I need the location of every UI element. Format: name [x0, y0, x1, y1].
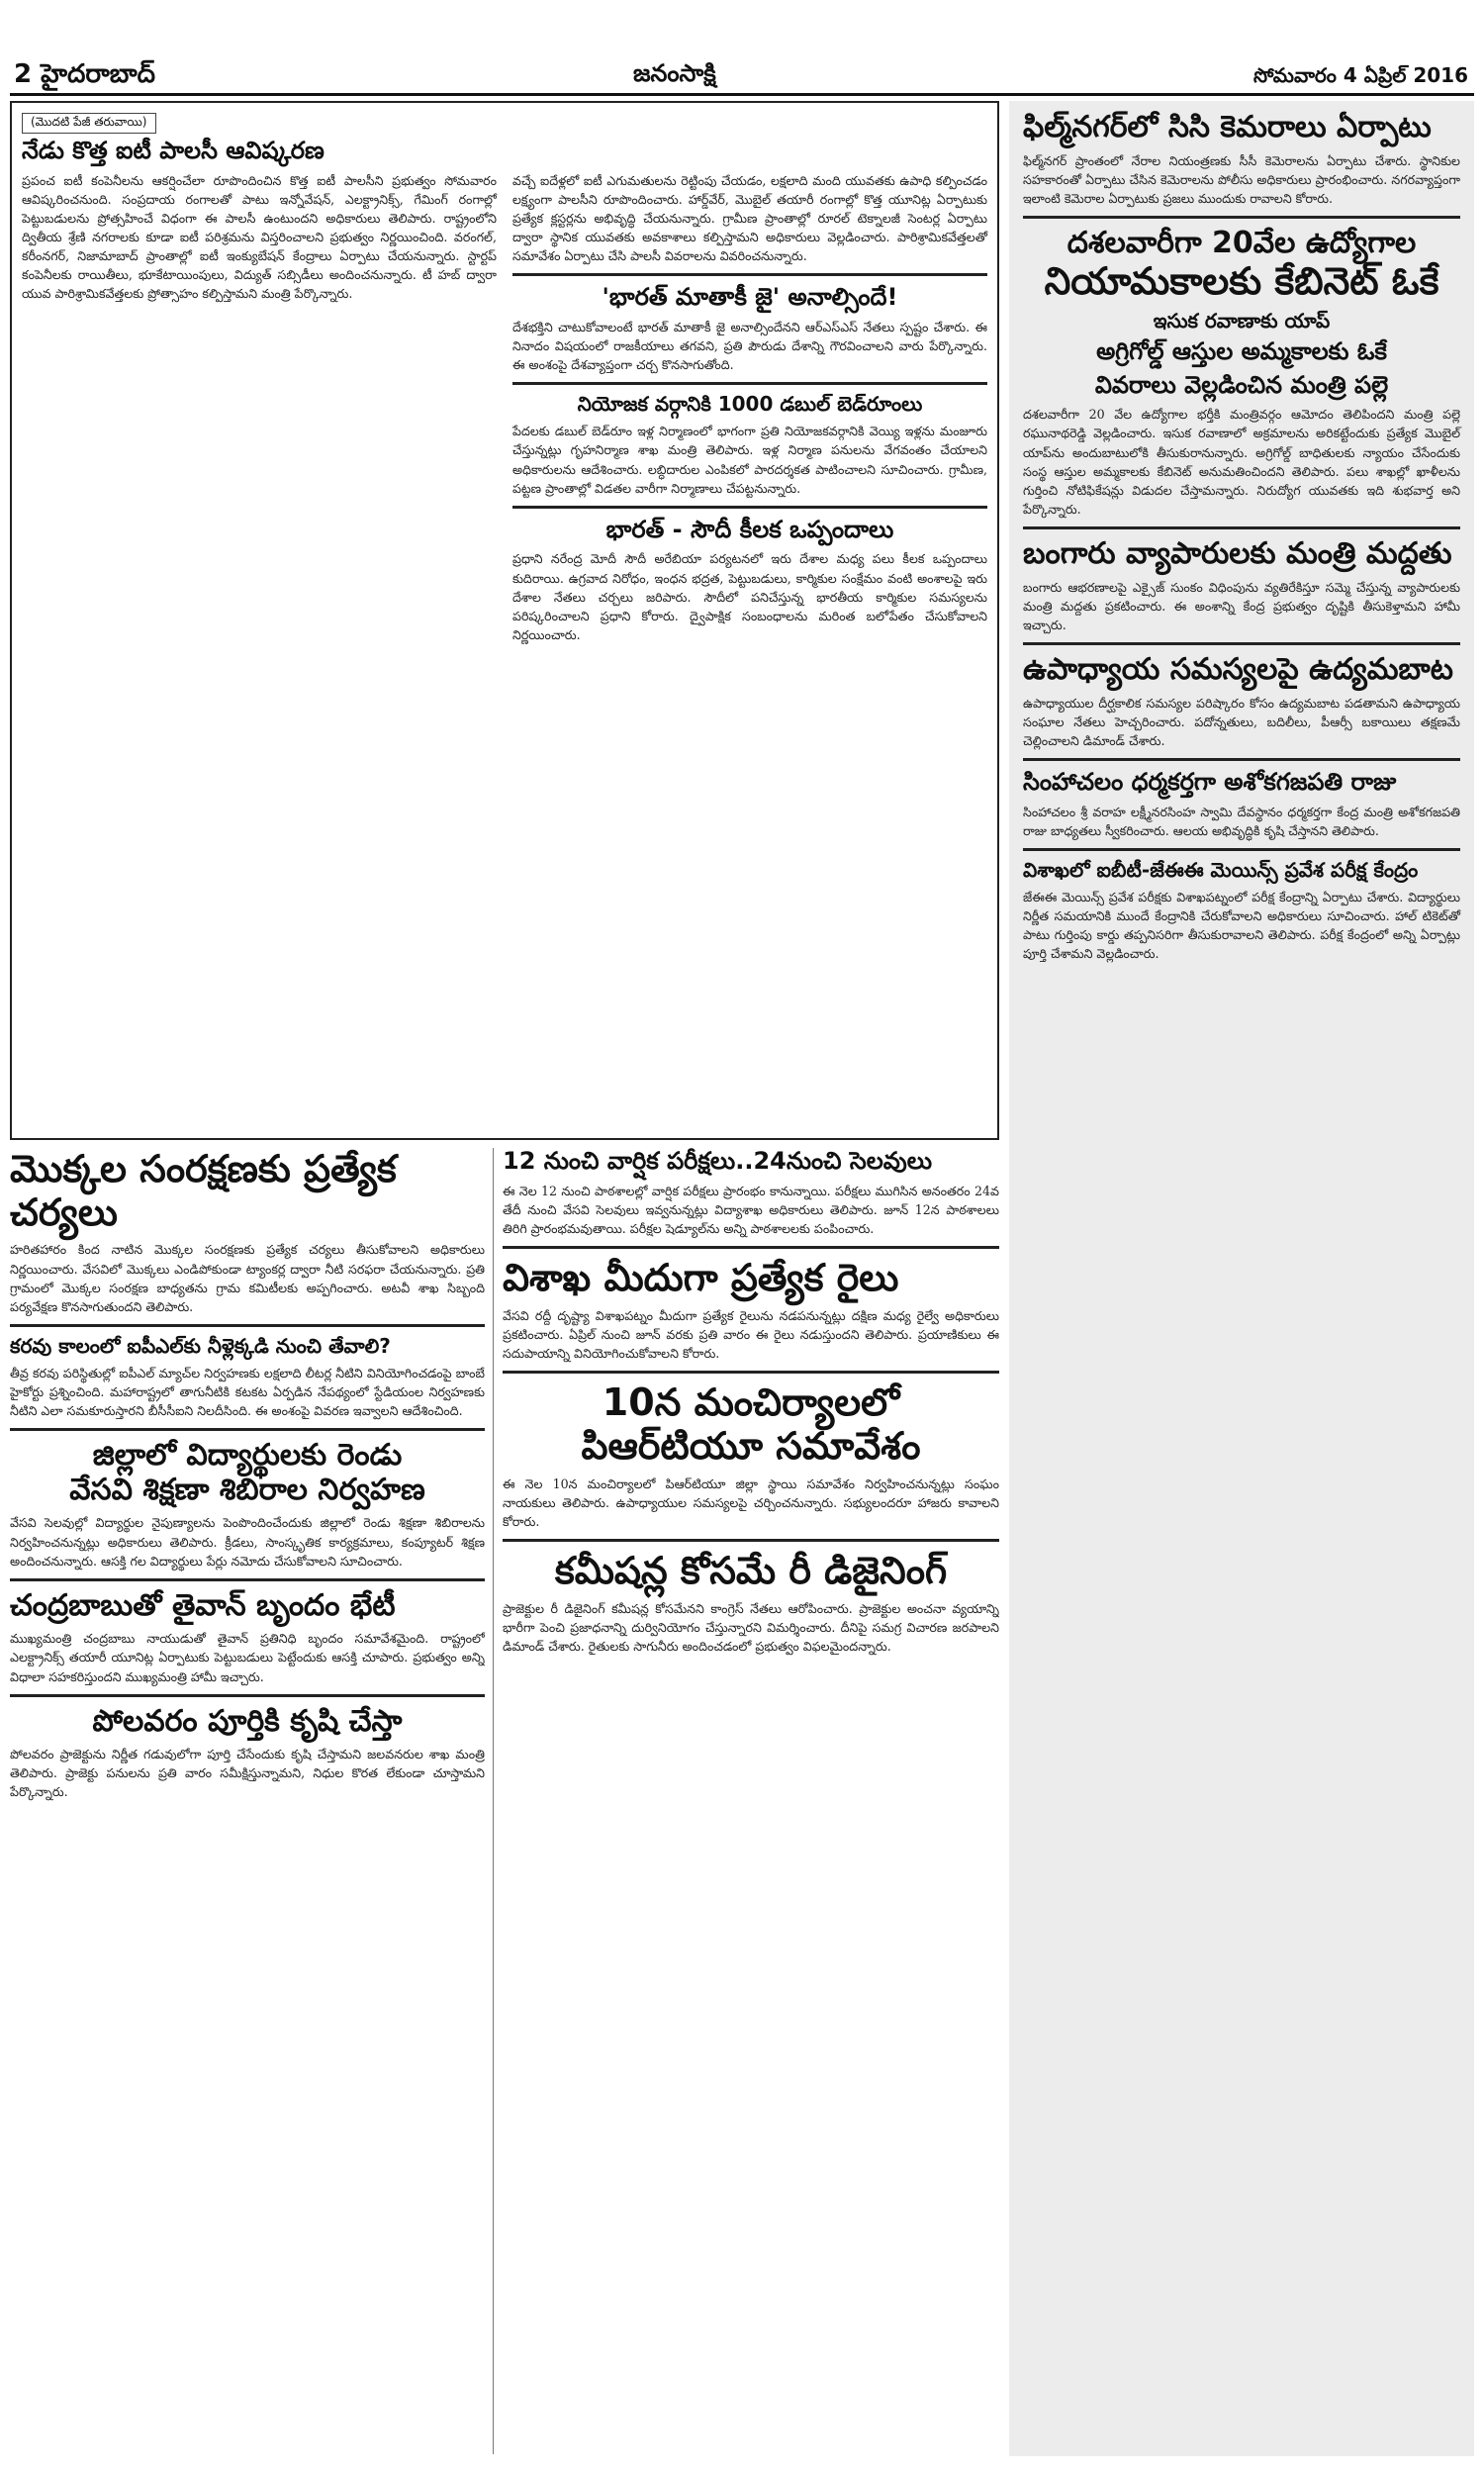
- taiwan-headline: చంద్రబాబుతో తైవాన్ బృందం భేటీ: [10, 1587, 396, 1623]
- divider: [503, 1539, 999, 1542]
- gold-traders-headline: బంగారు వ్యాపారులకు మంత్రి మద్దతు: [1023, 536, 1452, 572]
- divider: [1023, 642, 1460, 645]
- bharat-mata-headline: 'భారత్ మాతాకీ జై' అనాల్సిందే!: [602, 283, 898, 312]
- redesign-headline: కమీషన్ల కోసమే రీ డిజైనింగ్: [554, 1548, 948, 1592]
- simhachalam-headline: సింహాచలం ధర్మకర్తగా అశోకగజపతి రాజు: [1023, 767, 1397, 796]
- it-policy-body-1: ప్రపంచ ఐటీ కంపెనీలను ఆకర్షించేలా రూపొందించిన కొత్త ఐటీ పాలసీని ప్రభుత్వం సోమవారం ఆవిష్కరించనుంది. సంప్రదాయ రంగాలతో పాటు ఇన్నోవేషన్, ఎలక్ట్రానిక్స్, గేమింగ్ రంగాల్లో పెట్టుబడులను ప్రోత్సహించే విధంగా ఈ పాలసీ ఉంటుందని అధికారులు తెలిపారు. రాష్ట్రంలోని ద్వితీయ శ్రేణి నగరాలకు కూడా ఐటీ పరిశ్రమను విస్తరించాలని ప్రభుత్వం నిర్ణయించింది. వరంగల్, కరీంనగర్, నిజామాబాద్ ప్రాంతాల్లో ఐటీ ఇంక్యుబేషన్ కేంద్రాలు ఏర్పాటు చేయనున్నారు. స్టార్టప్ కంపెనీలకు రాయితీలు, భూకేటాయింపులు, విద్యుత్ సబ్సిడీలు అందించనున్నారు. టీ హబ్ ద్వారా యువ పారిశ్రామికవేత్తలకు ప్రోత్సాహం కల్పిస్తామని మంత్రి పేర్కొన్నారు.: [22, 172, 497, 302]
- issue-date: సోమవారం 4 ఏప్రిల్ 2016: [1253, 63, 1468, 87]
- teachers-headline: ఉపాధ్యాయ సమస్యలపై ఉద్యమబాట: [1023, 652, 1453, 688]
- double-bedroom-headline: నియోజక వర్గానికి 1000 డబుల్ బెడ్‌రూంలు: [577, 392, 923, 417]
- divider: [1023, 848, 1460, 851]
- cabinet-sub-2: అగ్రిగోల్డ్ ఆస్తుల అమ్మకాలకు ఓకే: [1096, 337, 1387, 366]
- prtu-headline-1: 10న మంచిర్యాలలో: [602, 1380, 900, 1425]
- paper-name: జనంసాక్షి: [633, 59, 716, 87]
- continuation-kicker: (మొదటి పేజీ తరువాయి): [22, 113, 156, 134]
- summer-holidays-headline: 12 నుంచి వార్షిక పరీక్షలు..24నుంచి సెలవులు: [503, 1148, 933, 1175]
- column-divider: [493, 1148, 494, 2454]
- special-train-body: వేసవి రద్దీ దృష్ట్యా విశాఖపట్నం మీదుగా ప్రత్యేక రైలును నడపనున్నట్లు దక్షిణ మధ్య రైల్వే అధికారులు ప్రకటించారు. ఏప్రిల్ నుంచి జూన్ వరకు ప్రతి వారం ఈ రైలు నడుస్తుందని తెలిపారు. ప్రయాణికులు ఈ సదుపాయాన్ని వినియోగించుకోవాలని కోరారు.: [503, 1307, 999, 1361]
- prtu-headline-2: పిఆర్‌టియూ సమావేశం: [581, 1423, 921, 1468]
- divider: [503, 1371, 999, 1374]
- eamcet-headline: విశాఖలో ఐబీటీ-జేఈఈ మెయిన్స్ ప్రవేశ పరీక్ష కేంద్రం: [1023, 857, 1419, 882]
- divider: [10, 1324, 485, 1327]
- summer-holidays-body: ఈ నెల 12 నుంచి పాఠశాలల్లో వార్షిక పరీక్షలు ప్రారంభం కానున్నాయి. పరీక్షలు ముగిసిన అనంతరం 24వ తేదీ నుంచి వేసవి సెలవులు ఇవ్వనున్నట్లు విద్యాశాఖ అధికారులు తెలిపారు. జూన్ 12న పాఠశాలలు తిరిగి ప్రారంభమవుతాయి. పరీక్షల షెడ్యూల్‌ను అన్ని పాఠశాలలకు పంపించారు.: [503, 1183, 999, 1236]
- divider: [10, 1694, 485, 1697]
- divider: [10, 1578, 485, 1581]
- divider: [503, 1246, 999, 1249]
- saplings-headline: మొక్కల సంరక్షణకు ప్రత్యేక చర్యలు: [10, 1148, 397, 1234]
- left-lower-column: [10, 1148, 485, 2454]
- cc-cameras-body: ఫిల్మ్‌నగర్ ప్రాంతంలో నేరాల నియంత్రణకు సీసీ కెమెరాలను ఏర్పాటు చేశారు. స్థానికుల సహకారంతో ఏర్పాటు చేసిన కెమెరాలను పోలీసు అధికారులు ప్రారంభించారు. నగరవ్యాప్తంగా ఇలాంటి కెమెరాల ఏర్పాటుకు ప్రజలు ముందుకు రావాలని కోరారు.: [1023, 152, 1460, 206]
- cc-cameras-headline: ఫిల్మ్‌నగర్‌లో సిసి కెమరాలు ఏర్పాటు: [1023, 110, 1432, 144]
- bharat-saudi-headline: భారత్ - సౌదీ కీలక ఒప్పందాలు: [605, 515, 894, 543]
- masthead-rule: [10, 93, 1474, 96]
- prtu-body: ఈ నెల 10న మంచిర్యాలలో పిఆర్‌టియూ జిల్లా స్థాయి సమావేశం నిర్వహించనున్నట్లు సంఘం నాయకులు తెలిపారు. ఉపాధ్యాయుల సమస్యలపై చర్చించనున్నారు. సభ్యులందరూ హాజరు కావాలని కోరారు.: [503, 1475, 999, 1529]
- divider: [1023, 758, 1460, 761]
- divider: [1023, 526, 1460, 529]
- saplings-body: హరితహారం కింద నాటిన మొక్కల సంరక్షణకు ప్రత్యేక చర్యలు తీసుకోవాలని అధికారులు నిర్ణయించారు. వేసవిలో మొక్కలు ఎండిపోకుండా ట్యాంకర్ల ద్వారా నీటి సరఫరా చేయనున్నారు. ప్రతి గ్రామంలో మొక్కల సంరక్షణ బాధ్యతను గ్రామ కమిటీలకు అప్పగించారు. అటవీ శాఖ సిబ్బంది పర్యవేక్షణ కొనసాగుతుందని తెలిపారు.: [10, 1242, 485, 1314]
- camps-headline-1: జిల్లాలో విద్యార్థులకు రెండు: [92, 1438, 403, 1474]
- it-policy-body-2: వచ్చే ఐదేళ్లలో ఐటీ ఎగుమతులను రెట్టింపు చేయడం, లక్షలాది మంది యువతకు ఉపాధి కల్పించడం లక్ష్యంగా పాలసీని రూపొందించారు. హార్డ్‌వేర్, మొబైల్ తయారీ రంగాల్లో కొత్త యూనిట్ల ఏర్పాటుకు ప్రత్యేక క్లస్టర్లను అభివృద్ధి చేయనున్నారు. గ్రామీణ ప్రాంతాల్లో రూరల్ టెక్నాలజీ సెంటర్ల ఏర్పాటు ద్వారా స్థానిక యువతకు అవకాశాలు కల్పిస్తామని అధికారులు వెల్లడించారు. పారిశ్రామికవేత్తలతో సమావేశం ఏర్పాటు చేసి పాలసీ వివరాలను వివరించనున్నారు.: [512, 172, 987, 264]
- eamcet-body: జేఈఈ మెయిన్స్ ప్రవేశ పరీక్షకు విశాఖపట్నంలో పరీక్ష కేంద్రాన్ని ఏర్పాటు చేశారు. విద్యార్థులు నిర్ణీత సమయానికి ముందే కేంద్రానికి చేరుకోవాలని అధికారులు సూచించారు. హాల్ టికెట్‌తో పాటు గుర్తింపు కార్డు తప్పనిసరిగా తీసుకురావాలని తెలిపారు. పరీక్ష కేంద్రంలో అన్ని ఏర్పాట్లు పూర్తి చేశామని వెల్లడించారు.: [1023, 889, 1460, 962]
- bharat-mata-body: దేశభక్తిని చాటుకోవాలంటే భారత్ మాతాకీ జై అనాల్సిందేనని ఆర్‌ఎస్‌ఎస్ నేతలు స్పష్టం చేశారు. ఈ నినాదం విషయంలో రాజకీయాలు తగవని, ప్రతి పౌరుడు దేశాన్ని గౌరవించాలని వారు పేర్కొన్నారు. ఈ అంశంపై దేశవ్యాప్తంగా చర్చ కొనసాగుతోంది.: [512, 319, 987, 373]
- camps-body: వేసవి సెలవుల్లో విద్యార్థుల నైపుణ్యాలను పెంపొందించేందుకు జిల్లాలో రెండు శిక్షణా శిబిరాలను నిర్వహించనున్నట్లు అధికారులు తెలిపారు. క్రీడలు, సాంస్కృతిక కార్యక్రమాలు, కంప్యూటర్ శిక్షణ అందించనున్నారు. ఆసక్తి గల విద్యార్థులు పేర్లు నమోదు చేసుకోవాలని సూచించారు.: [10, 1515, 485, 1569]
- ipl-water-body: తీవ్ర కరవు పరిస్థితుల్లో ఐపీఎల్ మ్యాచ్‌ల నిర్వహణకు లక్షలాది లీటర్ల నీటిని వినియోగించడంపై బాంబే హైకోర్టు ప్రశ్నించింది. మహారాష్ట్రలో తాగునీటికి కటకట ఏర్పడిన నేపథ్యంలో స్టేడియంల నిర్వహణకు నీటిని ఎలా సమకూరుస్తారని బీసీసీఐని నిలదీసింది. ఈ అంశంపై వివరణ ఇవ్వాలని ఆదేశించింది.: [10, 1365, 485, 1419]
- masthead: [0, 0, 1484, 97]
- gold-traders-body: బంగారు ఆభరణాలపై ఎక్సైజ్ సుంకం విధింపును వ్యతిరేకిస్తూ సమ్మె చేస్తున్న వ్యాపారులకు మంత్రి మద్దతు ప్రకటించారు. ఈ అంశాన్ని కేంద్ర ప్రభుత్వం దృష్టికి తీసుకెళ్తామని హామీ ఇచ్చారు.: [1023, 579, 1460, 632]
- it-policy-headline: నేడు కొత్త ఐటీ పాలసీ ఆవిష్కరణ: [22, 137, 325, 164]
- divider: [512, 273, 987, 276]
- cabinet-sub-3: వివరాలు వెల్లడించిన మంత్రి పల్లె: [1094, 370, 1389, 399]
- middle-lower-column: [503, 1148, 999, 2454]
- polavaram-body: పోలవరం ప్రాజెక్టును నిర్ణీత గడువులోగా పూర్తి చేసేందుకు కృషి చేస్తామని జలవనరుల శాఖ మంత్రి తెలిపారు. ప్రాజెక్టు పనులను ప్రతి వారం సమీక్షిస్తున్నామని, నిధుల కొరత లేకుండా చూస్తామని పేర్కొన్నారు.: [10, 1747, 485, 1800]
- article-it-policy: [10, 101, 999, 1140]
- taiwan-body: ముఖ్యమంత్రి చంద్రబాబు నాయుడుతో తైవాన్ ప్రతినిధి బృందం సమావేశమైంది. రాష్ట్రంలో ఎలక్ట్రానిక్స్ తయారీ యూనిట్ల ఏర్పాటుకు పెట్టుబడులు పెట్టేందుకు ఆసక్తి చూపారు. ప్రభుత్వం అన్ని విధాలా సహకరిస్తుందని ముఖ్యమంత్రి హామీ ఇచ్చారు.: [10, 1631, 485, 1684]
- ipl-water-headline: కరవు కాలంలో ఐపీఎల్‌కు నీళ్లెక్కడి నుంచి తేవాలి?: [10, 1333, 391, 1358]
- cabinet-headline-1: దశలవారీగా 20వేల ఉద్యోగాల: [1067, 225, 1417, 260]
- section-name: హైదరాబాద్: [41, 59, 155, 89]
- divider: [1023, 216, 1460, 219]
- camps-headline-2: వేసవి శిక్షణా శిబిరాల నిర్వహణ: [69, 1472, 425, 1507]
- cabinet-headline-2: నియామకాలకు కేబినెట్ ఓకే: [1044, 259, 1439, 304]
- divider: [10, 1428, 485, 1431]
- special-train-headline: విశాఖ మీదుగా ప్రత్యేక రైలు: [503, 1256, 899, 1300]
- double-bedroom-body: పేదలకు డబుల్ బెడ్‌రూం ఇళ్ల నిర్మాణంలో భాగంగా ప్రతి నియోజకవర్గానికి వెయ్యి ఇళ్లను మంజూరు చేస్తున్నట్లు గృహనిర్మాణ శాఖ మంత్రి తెలిపారు. ఇళ్ల నిర్మాణ పనులను వేగవంతం చేయాలని అధికారులను ఆదేశించారు. లబ్ధిదారుల ఎంపికలో పారదర్శకత పాటించాలని సూచించారు. గ్రామీణ, పట్టణ ప్రాంతాల్లో విడతల వారీగా నిర్మాణాలు చేపట్టనున్నారు.: [512, 424, 987, 496]
- page-number: 2 హైదరాబాద్: [14, 59, 155, 89]
- polavaram-headline: పోలవరం పూర్తికి కృషి చేస్తా: [92, 1703, 403, 1739]
- redesign-body: ప్రాజెక్టుల రీ డిజైనింగ్ కమీషన్ల కోసమేనని కాంగ్రెస్ నేతలు ఆరోపించారు. ప్రాజెక్టుల అంచనా వ్యయాన్ని భారీగా పెంచి ప్రజాధనాన్ని దుర్వినియోగం చేస్తున్నారని విమర్శించారు. దీనిపై సమగ్ర విచారణ జరపాలని డిమాండ్ చేశారు. రైతులకు సాగునీరు అందించడంలో ప్రభుత్వం విఫలమైందన్నారు.: [503, 1600, 999, 1654]
- divider: [512, 506, 987, 509]
- bharat-saudi-body: ప్రధాని నరేంద్ర మోదీ సౌదీ అరేబియా పర్యటనలో ఇరు దేశాల మధ్య పలు కీలక ఒప్పందాలు కుదిరాయి. ఉగ్రవాద నిరోధం, ఇంధన భద్రత, పెట్టుబడులు, కార్మికుల సంక్షేమం వంటి అంశాలపై ఇరు దేశాల నేతలు చర్చలు జరిపారు. సౌదీలో పనిచేస్తున్న భారతీయ కార్మికుల సమస్యలను పరిష్కరించాలని ప్రధాని కోరారు. ద్వైపాక్షిక సంబంధాలను మరింత బలోపేతం చేసుకోవాలని నిర్ణయించారు.: [512, 551, 987, 643]
- cabinet-sub-1: ఇసుక రవాణాకు యాప్: [1153, 309, 1331, 333]
- teachers-body: ఉపాధ్యాయుల దీర్ఘకాలిక సమస్యల పరిష్కారం కోసం ఉద్యమబాట పడతామని ఉపాధ్యాయ సంఘాల నేతలు హెచ్చరించారు. పదోన్నతులు, బదిలీలు, పీఆర్సీ బకాయిలు తక్షణమే చెల్లించాలని డిమాండ్ చేశారు.: [1023, 695, 1460, 748]
- divider: [512, 382, 987, 385]
- right-column: [1009, 101, 1474, 2456]
- cabinet-body: దశలవారీగా 20 వేల ఉద్యోగాల భర్తీకి మంత్రివర్గం ఆమోదం తెలిపిందని మంత్రి పల్లె రఘునాథరెడ్డి వెల్లడించారు. ఇసుక రవాణాలో అక్రమాలను అరికట్టేందుకు ప్రత్యేక మొబైల్ యాప్‌ను అందుబాటులోకి తీసుకురానున్నారు. అగ్రిగోల్డ్ బాధితులకు న్యాయం చేసేందుకు సంస్థ ఆస్తుల అమ్మకాలకు కేబినెట్ అనుమతించిందని తెలిపారు. పలు శాఖల్లో ఖాళీలను గుర్తించి నోటిఫికేషన్లు విడుదల చేస్తామన్నారు. నిరుద్యోగ యువతకు ఇది శుభవార్త అని పేర్కొన్నారు.: [1023, 407, 1460, 517]
- simhachalam-body: సింహాచలం శ్రీ వరాహ లక్ష్మీనరసింహ స్వామి దేవస్థానం ధర్మకర్తగా కేంద్ర మంత్రి అశోకగజపతి రాజు బాధ్యతలు స్వీకరించారు. ఆలయ అభివృద్ధికి కృషి చేస్తానని తెలిపారు.: [1023, 804, 1460, 838]
